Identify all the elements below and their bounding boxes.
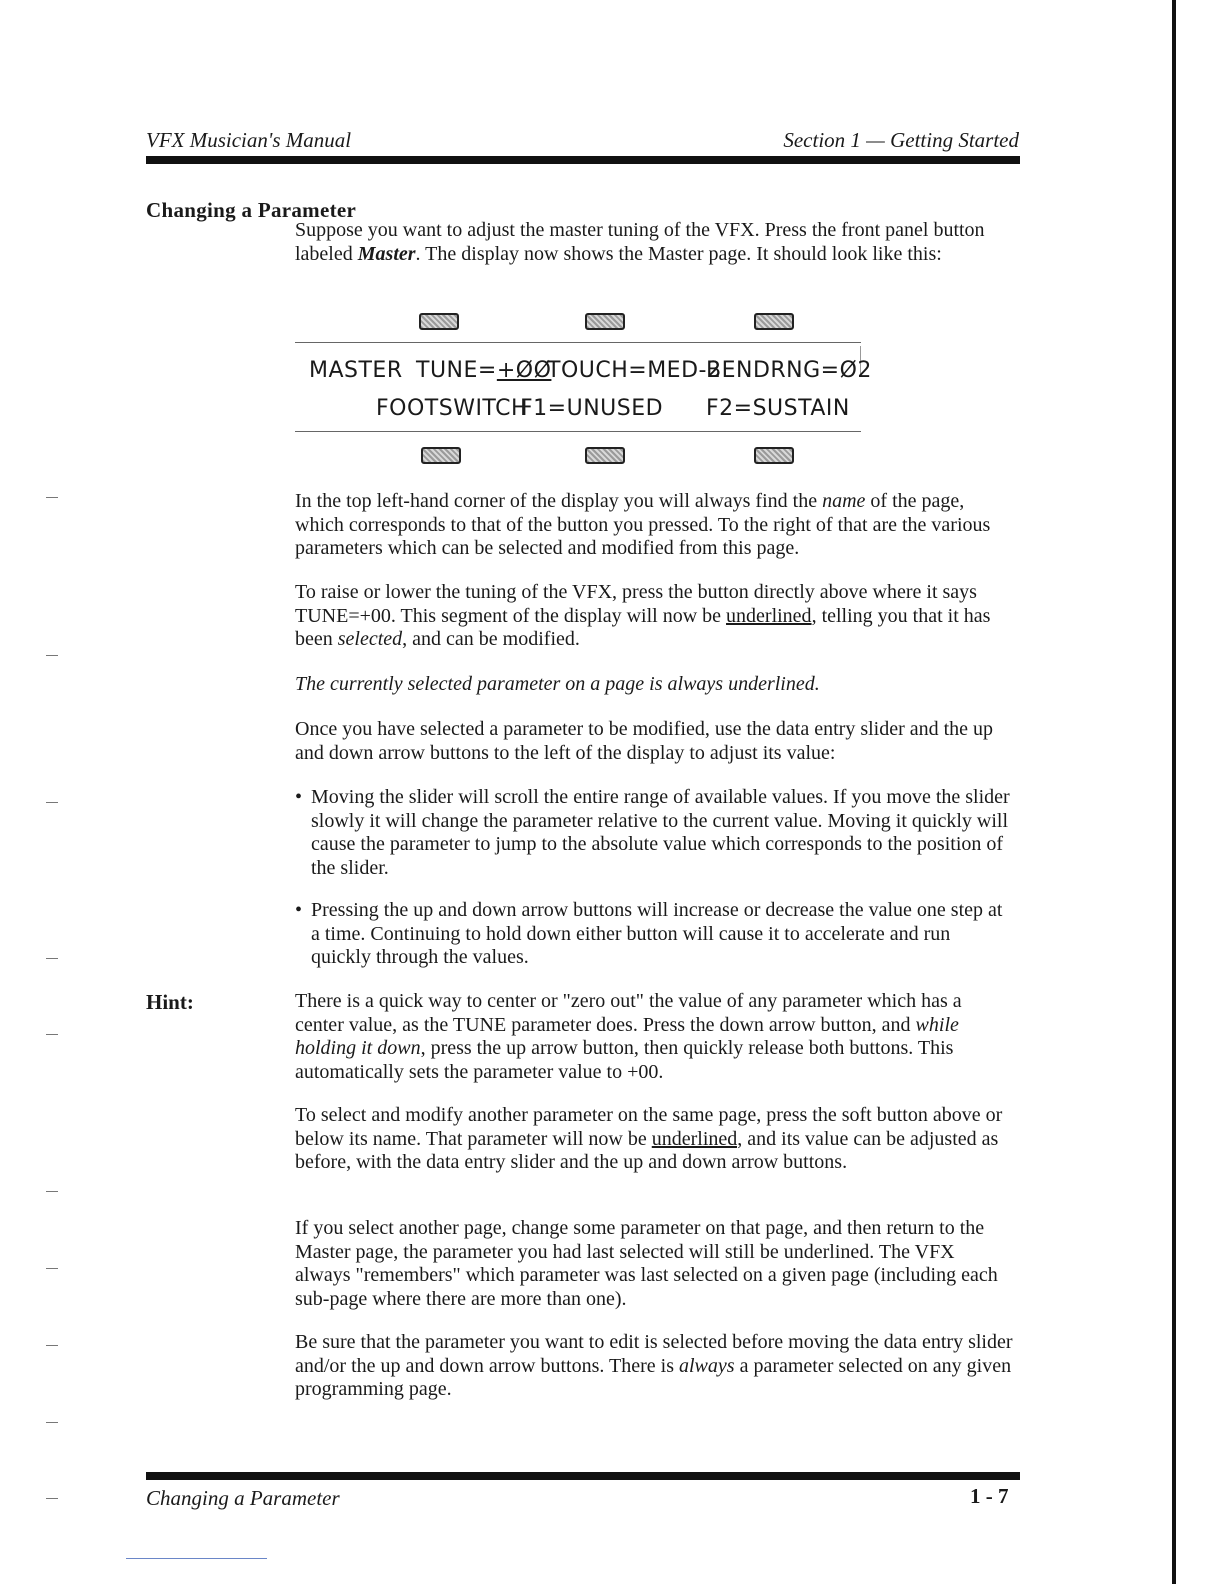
running-header-left: VFX Musician's Manual — [146, 128, 352, 152]
lcd-f1-param: F1=UNUSED — [520, 396, 664, 421]
lcd-footswitch-label: FOOTSWITCH — [376, 396, 528, 421]
soft-button-top-1 — [419, 313, 459, 330]
lcd-touch-param: TOUCH=MED-2 — [547, 358, 722, 383]
bullet-item-arrows: • Pressing the up and down arrow buttons will increase or decrease the value one step at a time. Continuing to hold down either button will cause it to accelerate and run quickly through the values. — [295, 899, 1003, 968]
soft-button-bottom-3 — [754, 447, 794, 464]
hint-paragraph: There is a quick way to center or "zero out" the value of any parameter which has a center value, as the TUNE parameter does. Press the down arrow button, and while holding it down, press the up arrow button, then quickly release both buttons. This automatically sets the parameter value to +00. — [295, 990, 962, 1083]
other-page-paragraph: If you select another page, change some parameter on that page, and then return to the Master page, the parameter you had last selected will still be underlined. The VFX always "remembers" which parameter was last selected on a given page (including each sub-page where there are more than one). — [295, 1217, 998, 1310]
bullet-item-slider: • Moving the slider will scroll the entire range of available values. If you move the slider slowly it will change the parameter relative to the current value. Moving it quickly will cause the parameter to jump to the absolute value which corresponds to the position of the slider. — [295, 786, 1010, 879]
margin-mark — [46, 1345, 58, 1346]
page-edge-shadow — [1172, 0, 1176, 1584]
lcd-f2-param: F2=SUSTAIN — [706, 396, 850, 421]
once-paragraph: Once you have selected a parameter to be modified, use the data entry slider and the up and down arrow buttons to the left of the display to adjust its value: — [295, 718, 994, 764]
running-header-right: Section 1 — Getting Started — [783, 128, 1019, 152]
margin-mark — [46, 497, 58, 498]
intro-paragraph: Suppose you want to adjust the master tuning of the VFX. Press the front panel button labeled Master. The display now shows the Master page. It should look like this: — [295, 219, 985, 265]
be-sure-paragraph: Be sure that the parameter you want to edit is selected before moving the data entry slider and/or the up and down arrow buttons. There is always a parameter selected on any given programming page. — [295, 1331, 1013, 1400]
soft-button-top-3 — [754, 313, 794, 330]
section-title: Changing a Parameter — [146, 198, 357, 222]
margin-mark — [46, 1422, 58, 1423]
hint-label: Hint: — [146, 990, 194, 1014]
header-rule — [146, 156, 1020, 164]
lcd-page-name: MASTER — [309, 358, 403, 383]
footer-section-name: Changing a Parameter — [146, 1486, 340, 1510]
raise-paragraph: To raise or lower the tuning of the VFX, press the button directly above where it says TUNE=+00. This segment of the display will now be underlined, telling you that it has been selected, and can be modified. — [295, 581, 991, 650]
select-paragraph: To select and modify another parameter on the same page, press the soft button above or below its name. That parameter will now be underlined, and its value can be adjusted as before, with the data entry slider and the up and down arrow buttons. — [295, 1104, 1003, 1173]
lcd-bendrng-param: BENDRNG=Ø2 — [706, 358, 872, 383]
footer-rule — [146, 1472, 1020, 1480]
margin-mark — [46, 1268, 58, 1269]
note-paragraph: The currently selected parameter on a page is always underlined. — [295, 673, 820, 695]
margin-mark — [46, 655, 58, 656]
scan-artifact-line — [126, 1558, 267, 1559]
margin-mark — [46, 1498, 58, 1499]
soft-button-top-2 — [585, 313, 625, 330]
soft-button-bottom-1 — [421, 447, 461, 464]
soft-button-bottom-2 — [585, 447, 625, 464]
margin-mark — [46, 1191, 58, 1192]
page-number: 1 - 7 — [970, 1484, 1009, 1508]
margin-mark — [46, 1034, 58, 1035]
margin-mark — [46, 802, 58, 803]
corner-paragraph: In the top left-hand corner of the display you will always find the name of the page, which corresponds to that of the button you pressed. To the right of that are the various parameters which can be selected and modified from this page. — [295, 490, 991, 559]
margin-mark — [46, 958, 58, 959]
lcd-tune-param: TUNE=+ØØ — [416, 358, 552, 383]
